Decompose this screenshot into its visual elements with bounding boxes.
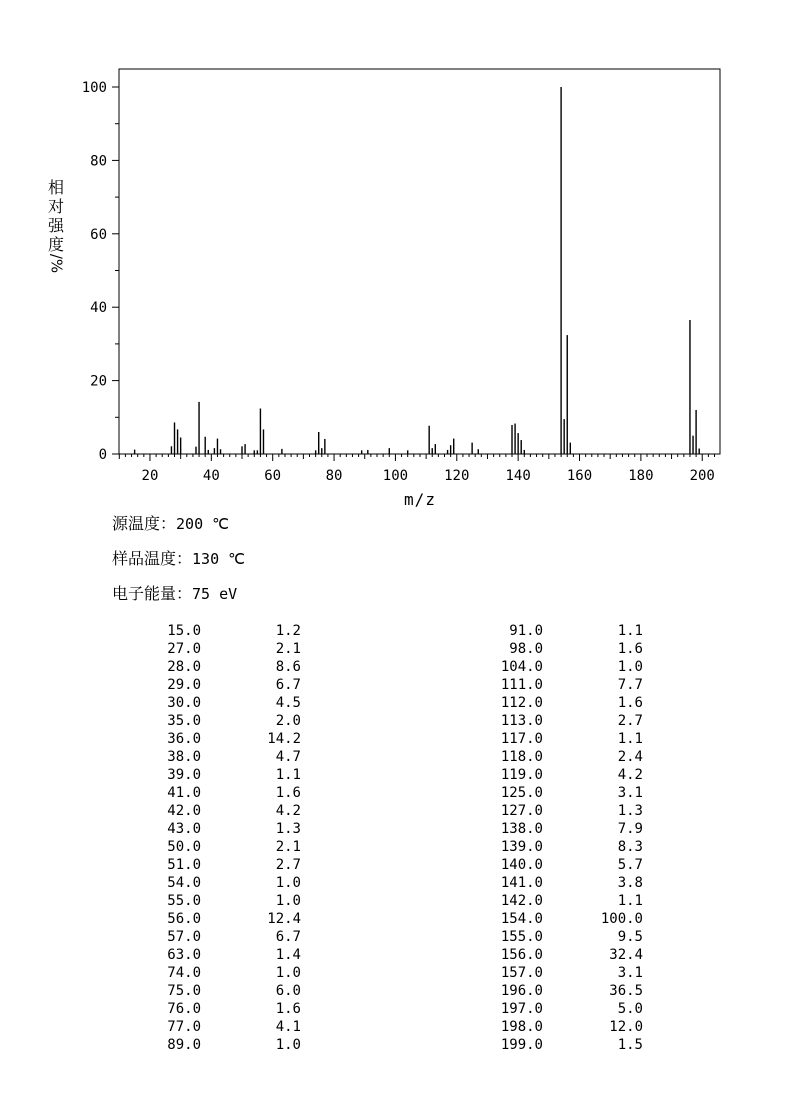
mz-cell: 139.0	[500, 839, 543, 855]
intensity-cell: 1.1	[617, 731, 643, 747]
table-row	[0, 622, 794, 640]
y-label-char: 强	[47, 216, 64, 235]
intensity-cell: 1.2	[275, 623, 301, 639]
x-tick-label: 60	[264, 468, 282, 484]
intensity-cell: 1.6	[617, 641, 643, 657]
intensity-cell: 1.0	[275, 875, 301, 891]
mz-cell: 75.0	[167, 983, 201, 999]
intensity-cell: 6.0	[275, 983, 301, 999]
table-row	[0, 784, 794, 802]
mz-cell: 140.0	[500, 857, 543, 873]
mz-cell: 111.0	[500, 677, 543, 693]
intensity-cell: 2.4	[617, 749, 643, 765]
mz-cell: 155.0	[500, 929, 543, 945]
mz-cell: 54.0	[167, 875, 201, 891]
source-temp-label: 源温度：	[112, 514, 177, 533]
table-row	[0, 640, 794, 658]
intensity-cell: 2.1	[275, 839, 301, 855]
intensity-cell: 4.2	[275, 803, 301, 819]
mz-cell: 42.0	[167, 803, 201, 819]
mz-cell: 39.0	[167, 767, 201, 783]
table-row	[0, 838, 794, 856]
electron-energy-label: 电子能量：	[112, 584, 193, 603]
x-tick-label: 200	[689, 468, 715, 484]
mz-cell: 157.0	[500, 965, 543, 981]
mz-cell: 77.0	[167, 1019, 201, 1035]
intensity-cell: 36.5	[609, 983, 643, 999]
table-row	[0, 1000, 794, 1018]
intensity-cell: 5.0	[617, 1001, 643, 1017]
table-row	[0, 730, 794, 748]
sample-temperature	[112, 546, 245, 569]
mz-cell: 127.0	[500, 803, 543, 819]
y-axis	[82, 80, 119, 463]
intensity-cell: 100.0	[600, 911, 643, 927]
mz-cell: 198.0	[500, 1019, 543, 1035]
table-row	[0, 1036, 794, 1054]
intensity-cell: 1.6	[275, 785, 301, 801]
mz-cell: 98.0	[509, 641, 543, 657]
x-tick-label: 160	[566, 468, 593, 484]
intensity-cell: 3.1	[617, 965, 643, 981]
intensity-cell: 1.6	[275, 1001, 301, 1017]
mz-cell: 112.0	[500, 695, 543, 711]
table-row	[0, 820, 794, 838]
mz-cell: 38.0	[167, 749, 201, 765]
intensity-cell: 3.8	[617, 875, 643, 891]
intensity-cell: 8.3	[617, 839, 643, 855]
y-label-char: 相	[47, 178, 64, 197]
intensity-cell: 1.0	[617, 659, 643, 675]
y-axis-label	[46, 178, 66, 273]
mz-cell: 125.0	[500, 785, 543, 801]
y-tick-label: 80	[90, 153, 107, 170]
intensity-cell: 2.1	[275, 641, 301, 657]
x-tick-label: 140	[505, 468, 531, 484]
intensity-cell: 1.1	[617, 623, 643, 639]
table-row	[0, 802, 794, 820]
table-row	[0, 712, 794, 730]
intensity-cell: 7.7	[617, 677, 643, 693]
intensity-cell: 4.7	[275, 749, 301, 765]
mz-cell: 27.0	[167, 641, 201, 657]
intensity-cell: 32.4	[609, 947, 643, 963]
intensity-cell: 1.0	[275, 893, 301, 909]
x-tick-label: 80	[325, 468, 343, 484]
intensity-cell: 12.4	[267, 911, 301, 927]
mz-cell: 30.0	[167, 695, 201, 711]
mz-cell: 113.0	[500, 713, 543, 729]
sample-temp-value: 130 ℃	[192, 550, 245, 568]
mass-spectrum-chart	[0, 0, 794, 520]
mz-cell: 50.0	[167, 839, 201, 855]
mz-cell: 63.0	[167, 947, 201, 963]
x-tick-label: 40	[202, 468, 220, 484]
intensity-cell: 1.0	[275, 1037, 301, 1053]
table-row	[0, 928, 794, 946]
mz-cell: 51.0	[167, 857, 201, 873]
table-row	[0, 676, 794, 694]
source-temperature	[112, 511, 229, 534]
x-tick-label: 20	[141, 468, 159, 484]
x-axis-label: m/z	[404, 490, 436, 509]
intensity-cell: 1.3	[617, 803, 643, 819]
table-row	[0, 892, 794, 910]
mz-cell: 76.0	[167, 1001, 201, 1017]
intensity-cell: 1.5	[617, 1037, 643, 1053]
y-label-char: 对	[47, 197, 64, 216]
mz-cell: 15.0	[167, 623, 201, 639]
mz-cell: 89.0	[167, 1037, 201, 1053]
intensity-cell: 1.1	[275, 767, 301, 783]
plot-frame	[119, 69, 720, 454]
mz-cell: 55.0	[167, 893, 201, 909]
intensity-cell: 5.7	[617, 857, 643, 873]
intensity-cell: 7.9	[617, 821, 643, 837]
mz-cell: 104.0	[500, 659, 543, 675]
intensity-cell: 2.7	[617, 713, 643, 729]
mz-cell: 141.0	[500, 875, 543, 891]
mz-cell: 154.0	[500, 911, 543, 927]
source-temp-value: 200 ℃	[176, 515, 229, 533]
mz-cell: 36.0	[167, 731, 201, 747]
intensity-cell: 1.4	[275, 947, 301, 963]
mz-cell: 197.0	[500, 1001, 543, 1017]
mz-cell: 74.0	[167, 965, 201, 981]
intensity-cell: 2.0	[275, 713, 301, 729]
mz-cell: 35.0	[167, 713, 201, 729]
mz-cell: 56.0	[167, 911, 201, 927]
table-row	[0, 856, 794, 874]
table-row	[0, 946, 794, 964]
mz-cell: 119.0	[500, 767, 543, 783]
table-row	[0, 766, 794, 784]
y-tick-label: 60	[90, 226, 107, 243]
intensity-cell: 4.5	[275, 695, 301, 711]
sample-temp-label: 样品温度：	[112, 549, 193, 568]
mz-cell: 28.0	[167, 659, 201, 675]
peak-bars	[135, 87, 700, 454]
y-label-unit: /%	[47, 253, 66, 274]
y-label-char: 度	[47, 235, 64, 254]
mz-cell: 117.0	[500, 731, 543, 747]
intensity-cell: 6.7	[275, 677, 301, 693]
y-tick-label: 40	[90, 300, 107, 317]
intensity-cell: 12.0	[609, 1019, 643, 1035]
intensity-cell: 1.1	[617, 893, 643, 909]
x-tick-label: 100	[382, 468, 409, 484]
intensity-cell: 1.3	[275, 821, 301, 837]
intensity-cell: 3.1	[617, 785, 643, 801]
table-row	[0, 748, 794, 766]
x-tick-label: 180	[628, 468, 654, 484]
electron-energy-value: 75 eV	[192, 585, 238, 603]
intensity-cell: 4.1	[275, 1019, 301, 1035]
intensity-cell: 1.6	[617, 695, 643, 711]
table-row	[0, 982, 794, 1000]
mz-cell: 43.0	[167, 821, 201, 837]
mz-cell: 41.0	[167, 785, 201, 801]
mz-cell: 29.0	[167, 677, 201, 693]
intensity-cell: 1.0	[275, 965, 301, 981]
mz-cell: 118.0	[500, 749, 543, 765]
electron-energy	[112, 581, 237, 604]
mz-cell: 199.0	[500, 1037, 543, 1053]
table-row	[0, 910, 794, 928]
mz-cell: 196.0	[500, 983, 543, 999]
x-axis	[119, 454, 715, 484]
y-tick-label: 100	[81, 80, 107, 96]
intensity-cell: 2.7	[275, 857, 301, 873]
mz-cell: 142.0	[500, 893, 543, 909]
intensity-cell: 9.5	[617, 929, 643, 945]
x-tick-label: 120	[444, 468, 470, 484]
y-tick-label: 20	[90, 373, 107, 390]
y-tick-label: 0	[98, 447, 107, 463]
intensity-cell: 6.7	[275, 929, 301, 945]
table-row	[0, 874, 794, 892]
table-row	[0, 694, 794, 712]
mz-cell: 138.0	[500, 821, 543, 837]
mz-cell: 57.0	[167, 929, 201, 945]
intensity-cell: 4.2	[617, 767, 643, 783]
mz-cell: 91.0	[509, 623, 543, 639]
table-row	[0, 658, 794, 676]
table-row	[0, 964, 794, 982]
intensity-cell: 14.2	[267, 731, 301, 747]
table-row	[0, 1018, 794, 1036]
intensity-cell: 8.6	[275, 659, 301, 675]
mz-cell: 156.0	[500, 947, 543, 963]
